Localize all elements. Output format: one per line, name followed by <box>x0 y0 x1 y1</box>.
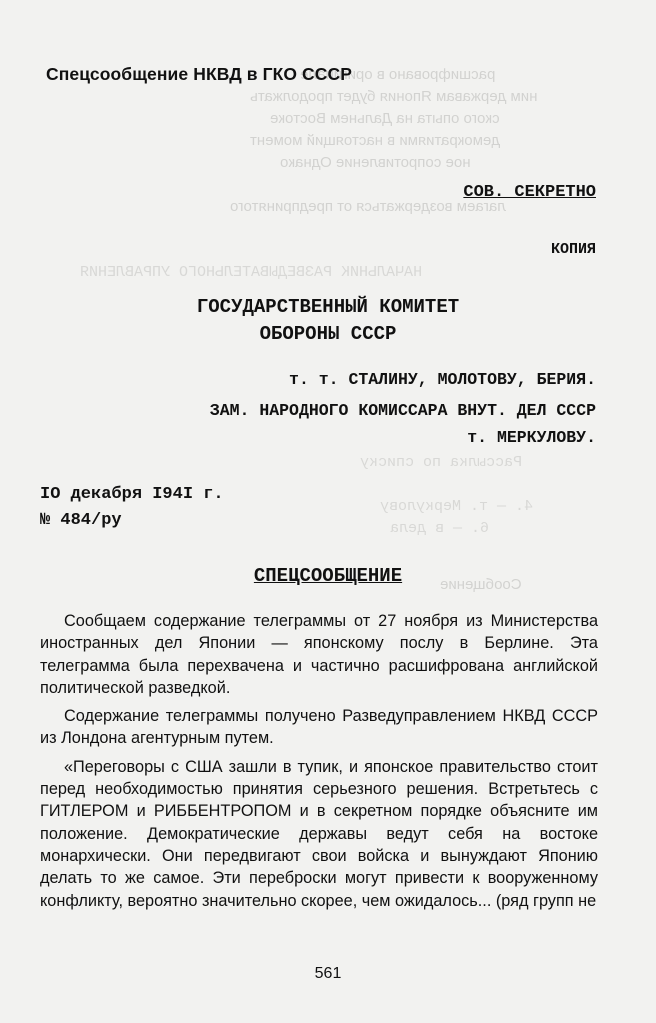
body-paragraph: Сообщаем содержание телеграммы от 27 ноября из Министерства иностранных дел Японии — японскому послу в Берлине. Эта телеграмма была перехвачена и частично расшифрована английской политической разведкой. <box>40 612 598 697</box>
document-date: IO декабря I94I г. <box>40 485 224 504</box>
body-paragraph: «Переговоры с США зашли в тупик, и японское правительство стоит перед необходимостью принятия серьезного решения. Встретьтесь с ГИТЛЕРОМ и РИББЕНТРОПОМ и в секретном порядке объясните им положение. Демократические державы ведут себя на востоке монархически. Они передвигают свои войска и вынуждают Японию делать то же самое. Эти переброски могут привести к вооруженному конфликту, вероятно значительно скорее, чем ожидалось... (ряд групп не <box>40 757 598 910</box>
bleed-through-text: 6. — в дела <box>390 520 490 537</box>
organization-line-2: ОБОРОНЫ СССР <box>259 323 397 345</box>
copy-label: КОПИЯ <box>550 241 596 258</box>
bleed-through-text: расшифровано в оригинале <box>300 66 496 83</box>
bleed-through-text: Сообщение <box>440 576 522 593</box>
page-number: 561 <box>314 965 342 982</box>
document-title <box>0 565 656 587</box>
addressee-line-3: т. МЕРКУЛОВУ. <box>467 428 596 447</box>
bleed-through-text: Рассылка по списку <box>360 454 523 471</box>
document-body <box>40 610 598 918</box>
bleed-through-text: НАЧАЛЬНИК РАЗВЕДЫВАТЕЛЬНОГО УПРАВЛЕНИЯ <box>80 264 423 281</box>
addressee-line-1: т. т. СТАЛИНУ, МОЛОТОВУ, БЕРИЯ. <box>289 370 596 389</box>
bleed-through-text: демократиями в настоящий момент <box>250 132 501 149</box>
bleed-through-text: ним державам Япония будет продолжать <box>250 88 538 105</box>
running-title: Спецсообщение НКВД в ГКО СССР <box>46 64 353 84</box>
document-title-text: СПЕЦСООБЩЕНИЕ <box>253 565 403 587</box>
organization-line-1: ГОСУДАРСТВЕННЫЙ КОМИТЕТ <box>196 296 460 318</box>
document-number: № 484/ру <box>40 511 122 530</box>
addressee-line-2: ЗАМ. НАРОДНОГО КОМИССАРА ВНУТ. ДЕЛ СССР <box>209 401 596 420</box>
bleed-through-text: ского опыта на Дальнем Востоке <box>270 110 500 127</box>
bleed-through-text: лагаем воздержаться от предпринятого <box>230 198 506 215</box>
body-paragraph: Содержание телеграммы получено Разведуправлением НКВД СССР из Лондона агентурным путем. <box>40 707 598 748</box>
classification-stamp: СОВ. СЕКРЕТНО <box>463 183 596 202</box>
bleed-through-text: ное сопротивление Однако <box>280 154 471 171</box>
bleed-through-text: 4. — т. Меркулову <box>380 498 534 515</box>
